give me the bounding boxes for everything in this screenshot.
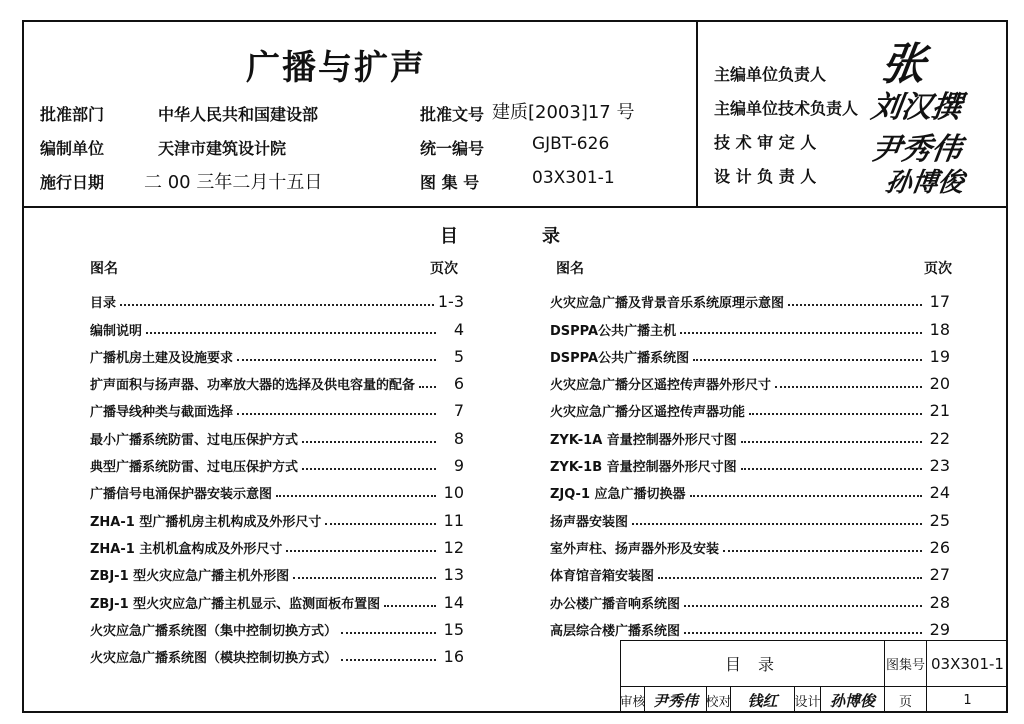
toc-leader-dots	[341, 659, 436, 661]
toc-entry-page: 28	[929, 592, 950, 612]
toc-entry-page: 7	[453, 401, 464, 421]
unified-no-value: GJBT-626	[532, 134, 610, 154]
toc-leader-dots	[680, 332, 922, 334]
design-signature: 孙博俊	[820, 686, 884, 713]
toc-leader-dots	[302, 468, 436, 470]
toc-entry-title: 火灾应急广播系统图（模块控制切换方式）	[90, 651, 338, 667]
toc-entry	[90, 284, 464, 311]
toc-entry-page: 1-3	[437, 292, 464, 312]
toc-leader-dots	[384, 605, 436, 607]
toc-entry-title: 广播机房土建及设施要求	[90, 350, 234, 366]
effective-date-value: 二 00 三年二月十五日	[144, 172, 323, 193]
page-title: 广播与扩声	[246, 48, 426, 88]
toc-entry-title: 编制说明	[90, 323, 143, 339]
toc-entry-page: 9	[453, 456, 464, 476]
toc-entry-title: 室外声柱、扬声器外形及安装	[550, 541, 720, 557]
toc-leader-dots	[684, 632, 922, 634]
right-col-name-header: 图名	[556, 261, 584, 277]
toc-entry-title: ZYK-1A 音量控制器外形尺寸图	[550, 432, 737, 448]
toc-right-list	[550, 284, 950, 639]
toc-entry-page: 13	[443, 565, 464, 585]
title-block	[620, 640, 1008, 713]
toc-leader-dots	[690, 495, 922, 497]
toc-entry-page: 15	[443, 619, 464, 639]
review-signature: 尹秀伟	[644, 686, 706, 713]
signature-3: 尹秀伟	[869, 132, 964, 167]
toc-leader-dots	[325, 523, 436, 525]
toc-entry	[550, 448, 950, 475]
toc-left-list	[90, 284, 464, 666]
toc-leader-dots	[741, 441, 922, 443]
toc-entry	[90, 530, 464, 557]
toc-leader-dots	[775, 386, 922, 388]
approval-doc-value: 建质[2003]17 号	[492, 102, 635, 123]
toc-leader-dots	[302, 441, 436, 443]
compiler-value: 天津市建筑设计院	[158, 139, 287, 158]
atlas-no-label: 图 集 号	[420, 173, 480, 192]
toc-entry-page: 12	[443, 537, 464, 557]
review-label: 审核	[620, 686, 644, 713]
toc-entry-title: ZJQ-1 应急广播切换器	[550, 487, 686, 503]
toc-entry-title: 广播导线种类与截面选择	[90, 405, 234, 421]
toc-leader-dots	[237, 413, 436, 415]
toc-leader-dots	[749, 413, 922, 415]
toc-entry-page: 19	[929, 346, 950, 366]
toc-leader-dots	[693, 359, 922, 361]
approval-doc-label: 批准文号	[420, 105, 485, 124]
compiler-label: 编制单位	[40, 139, 105, 158]
toc-entry	[550, 557, 950, 584]
toc-heading-right: 录	[542, 226, 560, 247]
toc-entry	[90, 311, 464, 338]
toc-entry-title: 高层综合楼广播系统图	[550, 623, 681, 639]
toc-leader-dots	[788, 304, 922, 306]
toc-entry-page: 25	[929, 510, 950, 530]
toc-entry	[550, 366, 950, 393]
check-signature: 钱红	[730, 686, 794, 713]
toc-entry	[90, 639, 464, 666]
toc-entry-title: 广播信号电涌保护器安装示意图	[90, 487, 273, 503]
toc-entry	[90, 502, 464, 529]
drawing-frame	[22, 20, 1008, 713]
toc-entry-title: 扩声面积与扬声器、功率放大器的选择及供电容量的配备	[90, 378, 416, 394]
toc-entry-page: 8	[453, 428, 464, 448]
toc-entry	[550, 475, 950, 502]
toc-entry-page: 5	[453, 346, 464, 366]
toc-leader-dots	[419, 386, 436, 388]
toc-entry-page: 17	[929, 292, 950, 312]
toc-entry-title: ZBJ-1 型火灾应急广播主机外形图	[90, 569, 290, 585]
toc-entry-page: 24	[929, 483, 950, 503]
role-chief-unit: 主编单位负责人	[714, 65, 827, 84]
toc-entry-title: DSPPA公共广播主机	[550, 323, 677, 339]
toc-entry-page: 21	[929, 401, 950, 421]
toc-leader-dots	[293, 577, 436, 579]
signature-4: 孙博俊	[883, 168, 966, 198]
toc-entry-page: 16	[443, 647, 464, 667]
toc-entry	[90, 393, 464, 420]
toc-entry-title: 最小广播系统防雷、过电压保护方式	[90, 432, 299, 448]
toc-leader-dots	[632, 523, 922, 525]
toc-entry-page: 11	[443, 510, 464, 530]
toc-leader-dots	[120, 304, 434, 306]
toc-entry	[90, 448, 464, 475]
left-col-name-header: 图名	[90, 261, 118, 277]
toc-entry	[90, 366, 464, 393]
toc-leader-dots	[741, 468, 922, 470]
toc-entry-title: 体育馆音箱安装图	[550, 569, 655, 585]
toc-entry	[90, 557, 464, 584]
toc-entry	[550, 284, 950, 311]
drawing-name: 目 录	[620, 640, 884, 686]
check-label: 校对	[706, 686, 730, 713]
header-divider	[24, 206, 1006, 208]
toc-entry-title: 办公楼广播音响系统图	[550, 596, 681, 612]
left-col-page-header: 页次	[430, 261, 458, 277]
toc-entry-page: 22	[929, 428, 950, 448]
toc-entry-title: 火灾应急广播及背景音乐系统原理示意图	[550, 296, 785, 312]
toc-entry-page: 6	[453, 374, 464, 394]
role-reviewer: 技 术 审 定 人	[714, 133, 817, 152]
atlas-number: 03X301-1	[926, 640, 1008, 686]
toc-leader-dots	[341, 632, 436, 634]
design-label: 设计	[794, 686, 820, 713]
toc-leader-dots	[286, 550, 436, 552]
right-col-page-header: 页次	[924, 261, 952, 277]
toc-entry	[550, 502, 950, 529]
toc-entry	[90, 475, 464, 502]
toc-entry	[550, 311, 950, 338]
toc-entry	[90, 584, 464, 611]
toc-entry	[550, 393, 950, 420]
page-number: 1	[926, 686, 1008, 713]
atlas-no-value: 03X301-1	[532, 168, 615, 188]
toc-entry-title: ZHA-1 主机机盒构成及外形尺寸	[90, 541, 283, 557]
header-vertical-divider	[696, 22, 698, 206]
toc-entry	[550, 612, 950, 639]
approval-dept-label: 批准部门	[40, 105, 105, 124]
toc-leader-dots	[276, 495, 436, 497]
toc-leader-dots	[237, 359, 436, 361]
toc-heading-left: 目	[440, 226, 458, 247]
toc-entry-title: ZHA-1 型广播机房主机构成及外形尺寸	[90, 514, 322, 530]
toc-leader-dots	[684, 605, 922, 607]
effective-date-label: 施行日期	[40, 173, 105, 192]
toc-entry-page: 4	[453, 319, 464, 339]
toc-entry-title: 典型广播系统防雷、过电压保护方式	[90, 460, 299, 476]
toc-entry-page: 27	[929, 565, 950, 585]
atlas-label: 图集号	[884, 640, 926, 686]
toc-entry-page: 29	[929, 619, 950, 639]
page-label: 页	[884, 686, 926, 713]
unified-no-label: 统一编号	[420, 139, 485, 158]
toc-entry-page: 10	[443, 483, 464, 503]
toc-entry-title: DSPPA公共广播系统图	[550, 350, 690, 366]
toc-entry	[550, 530, 950, 557]
toc-entry-page: 23	[929, 456, 950, 476]
toc-entry-page: 14	[443, 592, 464, 612]
signature-2: 刘汉撰	[869, 90, 964, 125]
toc-leader-dots	[146, 332, 436, 334]
role-tech-chief: 主编单位技术负责人	[714, 99, 859, 118]
toc-entry-title: 火灾应急广播系统图（集中控制切换方式）	[90, 623, 338, 639]
toc-entry-title: ZBJ-1 型火灾应急广播主机显示、监测面板布置图	[90, 596, 381, 612]
toc-entry-title: 火灾应急广播分区遥控传声器外形尺寸	[550, 378, 772, 394]
toc-entry	[90, 420, 464, 447]
toc-entry-title: 扬声器安装图	[550, 514, 629, 530]
toc-entry-title: ZYK-1B 音量控制器外形尺寸图	[550, 460, 737, 476]
approval-dept-value: 中华人民共和国建设部	[158, 105, 319, 124]
toc-entry	[550, 584, 950, 611]
toc-entry-page: 26	[929, 537, 950, 557]
toc-entry-title: 火灾应急广播分区遥控传声器功能	[550, 405, 746, 421]
toc-entry	[90, 612, 464, 639]
toc-entry	[550, 420, 950, 447]
toc-entry	[550, 339, 950, 366]
toc-entry	[90, 339, 464, 366]
toc-leader-dots	[723, 550, 922, 552]
toc-leader-dots	[658, 577, 922, 579]
signature-1: 张	[877, 39, 929, 90]
toc-entry-title: 目录	[90, 296, 117, 312]
role-design-lead: 设 计 负 责 人	[714, 167, 817, 186]
toc-entry-page: 18	[929, 319, 950, 339]
toc-entry-page: 20	[929, 374, 950, 394]
